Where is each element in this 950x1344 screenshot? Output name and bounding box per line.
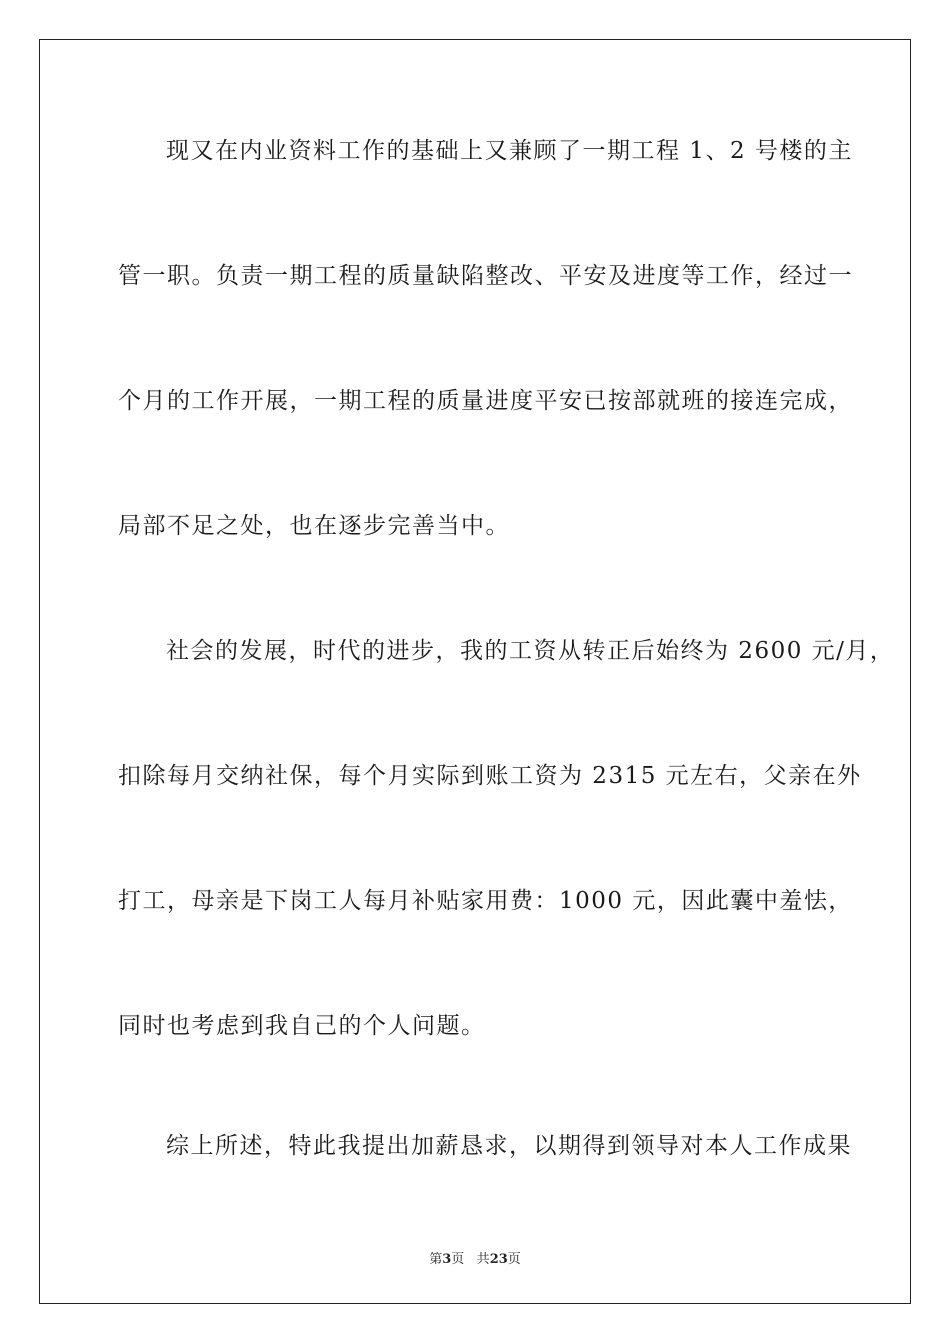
text-line: 管一职。负责一期工程的质量缺陷整改、平安及进度等工作，经过一 bbox=[118, 263, 853, 289]
text-line: 个月的工作开展，一期工程的质量进度平安已按部就班的接连完成， bbox=[118, 388, 853, 414]
page-suffix: 页 bbox=[451, 1252, 465, 1267]
page-prefix: 第 bbox=[429, 1252, 443, 1267]
text-line: 现又在内业资料工作的基础上又兼顾了一期工程 1、2 号楼的主 bbox=[166, 138, 853, 164]
text-line: 打工，母亲是下岗工人每月补贴家用费：1000 元，因此囊中羞怯， bbox=[118, 888, 853, 914]
text-line: 综上所述，特此我提出加薪恳求，以期得到领导对本人工作成果 bbox=[166, 1133, 852, 1159]
total-pages: 23 bbox=[489, 1252, 508, 1267]
text-line: 扣除每月交纳社保，每个月实际到账工资为 2315 元左右，父亲在外 bbox=[118, 763, 862, 789]
total-prefix: 共 bbox=[476, 1252, 490, 1267]
text-line: 社会的发展，时代的进步，我的工资从转正后始终为 2600 元/月， bbox=[166, 638, 895, 664]
page-border bbox=[39, 39, 911, 1304]
text-line: 同时也考虑到我自己的个人问题。 bbox=[118, 1013, 486, 1039]
page-footer bbox=[0, 1248, 950, 1267]
page-number: 3 bbox=[442, 1252, 452, 1267]
text-line: 局部不足之处，也在逐步完善当中。 bbox=[118, 513, 510, 539]
total-suffix: 页 bbox=[507, 1252, 521, 1267]
